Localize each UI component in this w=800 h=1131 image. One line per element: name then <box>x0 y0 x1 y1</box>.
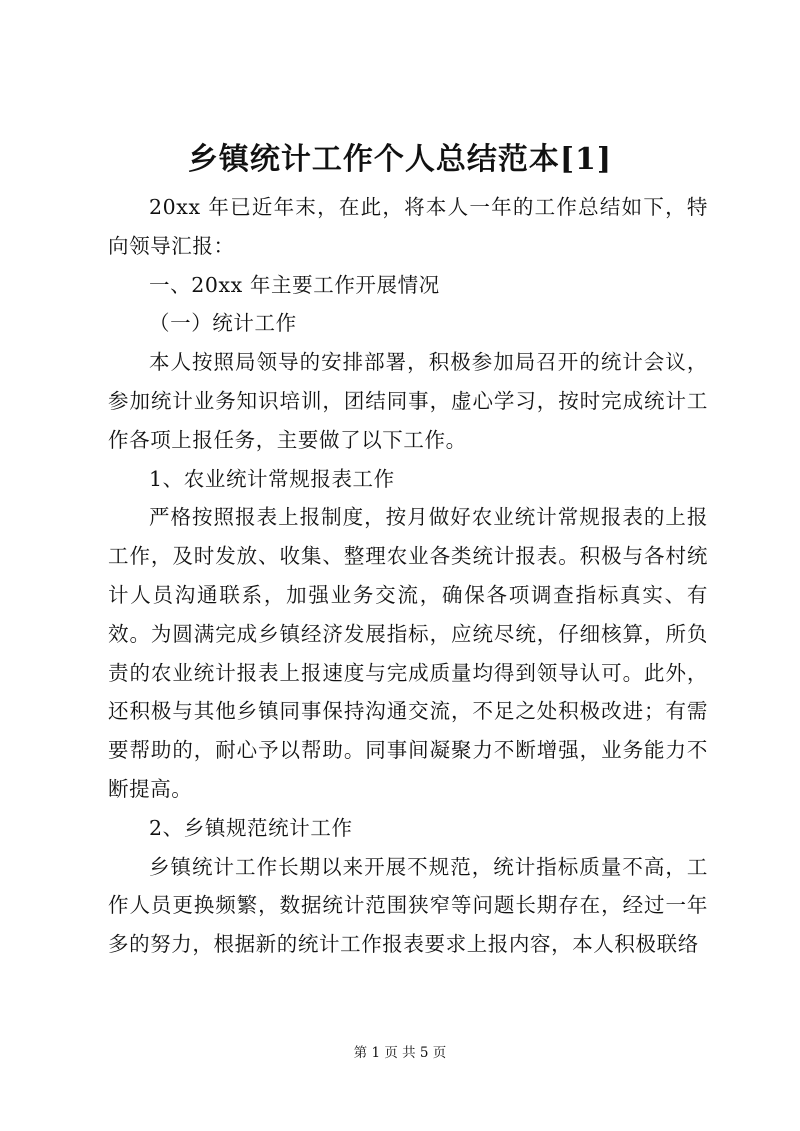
heading-item-1: 1、农业统计常规报表工作 <box>149 466 395 491</box>
heading-item-2: 2、乡镇规范统计工作 <box>149 815 353 840</box>
paragraph-intro: 20xx 年已近年末，在此，将本人一年的工作总结如下，特向领导汇报： <box>108 195 708 258</box>
paragraph-statistics-work: 本人按照局领导的安排部署，积极参加局召开的统计会议，参加统计业务知识培训，团结同事，虚心学习，按时完成统计工作各项上报任务，主要做了以下工作。 <box>108 350 708 452</box>
document-title: 乡镇统计工作个人总结范本[1] <box>187 142 613 177</box>
page-footer: 第 1 页 共 5 页 <box>353 1045 447 1061</box>
heading-subsection-1: （一）统计工作 <box>149 311 297 336</box>
document-body <box>108 188 708 964</box>
paragraph-township-statistics: 乡镇统计工作长期以来开展不规范，统计指标质量不高，工作人员更换频繁，数据统计范围狭窄等问题长期存在，经过一年多的努力，根据新的统计工作报表要求上报内容，本人积极联络 <box>108 854 708 957</box>
paragraph-agricultural-reports: 严格按照报表上报制度，按月做好农业统计常规报表的上报工作，及时发放、收集、整理农业各类统计报表。积极与各村统计人员沟通联系，加强业务交流，确保各项调查指标真实、有效。为圆满完成乡镇经济发展指标，应统尽统，仔细核算，所负责的农业统计报表上报速度与完成质量均得到领导认可。此外，还积极与其他乡镇同事保持沟通交流，不足之处积极改进；有需要帮助的，耐心予以帮助。同事间凝聚力不断增强，业务能力不断提高。 <box>108 505 708 801</box>
heading-section-1: 一、20xx 年主要工作开展情况 <box>149 272 440 297</box>
